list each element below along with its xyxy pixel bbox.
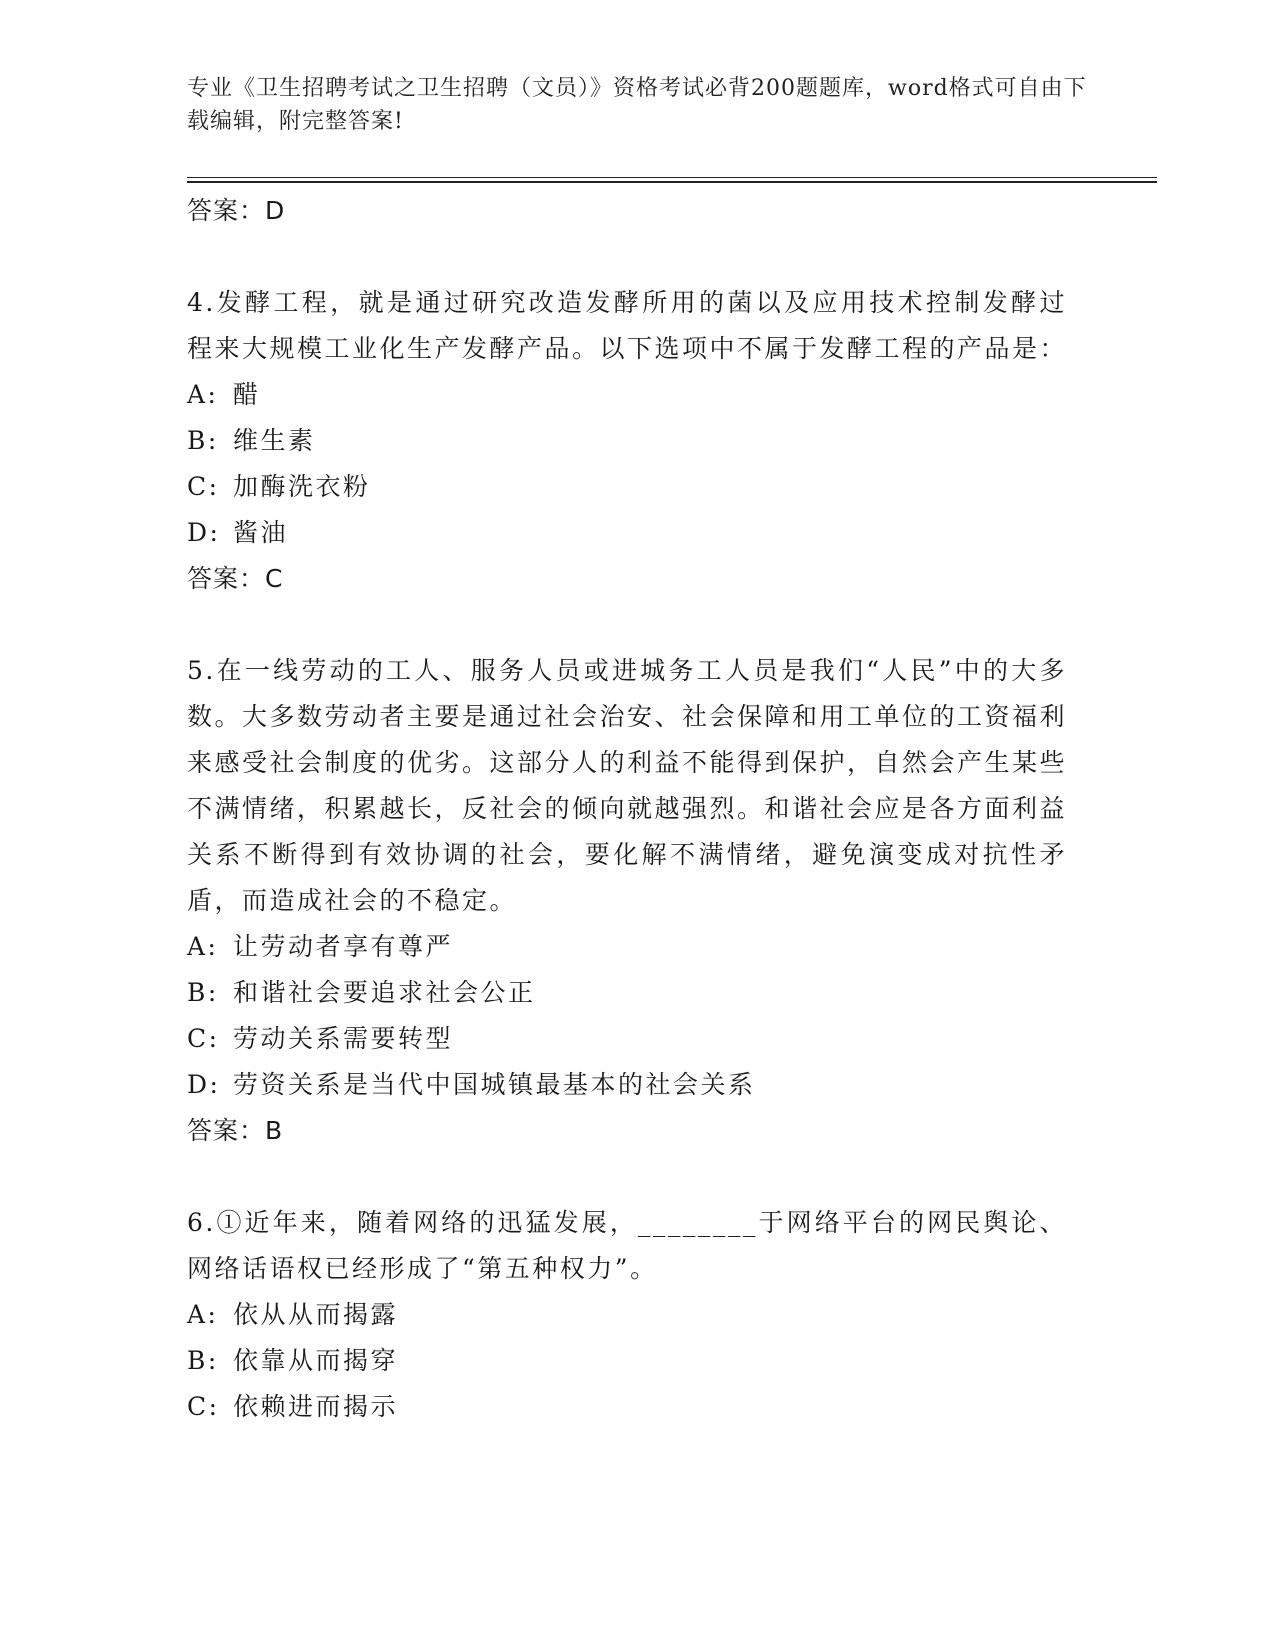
option-text: 让劳动者享有尊严 bbox=[233, 932, 454, 961]
option-c bbox=[187, 464, 1067, 510]
answer-line: 答案：D bbox=[187, 196, 286, 225]
option-letter: C: bbox=[187, 1024, 220, 1053]
option-text: 和谐社会要追求社会公正 bbox=[233, 978, 536, 1007]
option-d bbox=[187, 510, 1067, 556]
spacer bbox=[187, 234, 1067, 280]
option-b bbox=[187, 1338, 1067, 1384]
option-text: 依靠从而揭穿 bbox=[233, 1346, 399, 1375]
option-d bbox=[187, 1062, 1067, 1108]
option-text: 劳动关系需要转型 bbox=[233, 1024, 454, 1053]
option-letter: B: bbox=[187, 1346, 219, 1375]
option-letter: B: bbox=[187, 426, 219, 455]
option-c bbox=[187, 1016, 1067, 1062]
option-letter: C: bbox=[187, 1392, 220, 1421]
question-5 bbox=[187, 648, 1067, 1154]
question-text: 6.①近年来，随着网络的迅猛发展，________于网络平台的网民舆论、网络话语权已经形成了“第五种权力”。 bbox=[187, 1208, 1067, 1283]
question-text: 5.在一线劳动的工人、服务人员或进城务工人员是我们“人民”中的大多数。大多数劳动者主要是通过社会治安、社会保障和用工单位的工资福利来感受社会制度的优劣。这部分人的利益不能得到保护，自然会产生某些不满情绪，积累越长，反社会的倾向就越强烈。和谐社会应是各方面利益关系不断得到有效协调的社会，要化解不满情绪，避免演变成对抗性矛盾，而造成社会的不稳定。 bbox=[187, 656, 1068, 915]
answer-line: 答案：B bbox=[187, 1116, 284, 1145]
option-a bbox=[187, 1292, 1067, 1338]
option-letter: D: bbox=[187, 518, 221, 547]
option-letter: D: bbox=[187, 1070, 221, 1099]
spacer bbox=[187, 602, 1067, 648]
option-c bbox=[187, 1384, 1067, 1430]
option-text: 酱油 bbox=[233, 518, 289, 547]
option-letter: C: bbox=[187, 472, 220, 501]
option-text: 加酶洗衣粉 bbox=[233, 472, 371, 501]
option-letter: A: bbox=[187, 932, 219, 961]
option-text: 依从从而揭露 bbox=[233, 1300, 399, 1329]
option-text: 醋 bbox=[233, 380, 261, 409]
option-text: 劳资关系是当代中国城镇最基本的社会关系 bbox=[233, 1070, 756, 1099]
question-4 bbox=[187, 280, 1067, 602]
spacer bbox=[187, 1154, 1067, 1200]
option-letter: A: bbox=[187, 380, 219, 409]
option-text: 维生素 bbox=[233, 426, 316, 455]
option-a bbox=[187, 924, 1067, 970]
document-header: 专业《卫生招聘考试之卫生招聘（文员）》资格考试必背200题题库，word格式可自由下载编辑，附完整答案! bbox=[187, 76, 1087, 134]
option-b bbox=[187, 418, 1067, 464]
question-6 bbox=[187, 1200, 1067, 1430]
header-divider bbox=[187, 177, 1157, 183]
option-letter: A: bbox=[187, 1300, 219, 1329]
question-text: 4.发酵工程，就是通过研究改造发酵所用的菌以及应用技术控制发酵过程来大规模工业化生产发酵产品。以下选项中不属于发酵工程的产品是： bbox=[187, 288, 1068, 363]
option-letter: B: bbox=[187, 978, 219, 1007]
option-text: 依赖进而揭示 bbox=[233, 1392, 399, 1421]
option-a bbox=[187, 372, 1067, 418]
answer-line: 答案：C bbox=[187, 564, 284, 593]
option-b bbox=[187, 970, 1067, 1016]
question-list bbox=[187, 188, 1067, 1430]
